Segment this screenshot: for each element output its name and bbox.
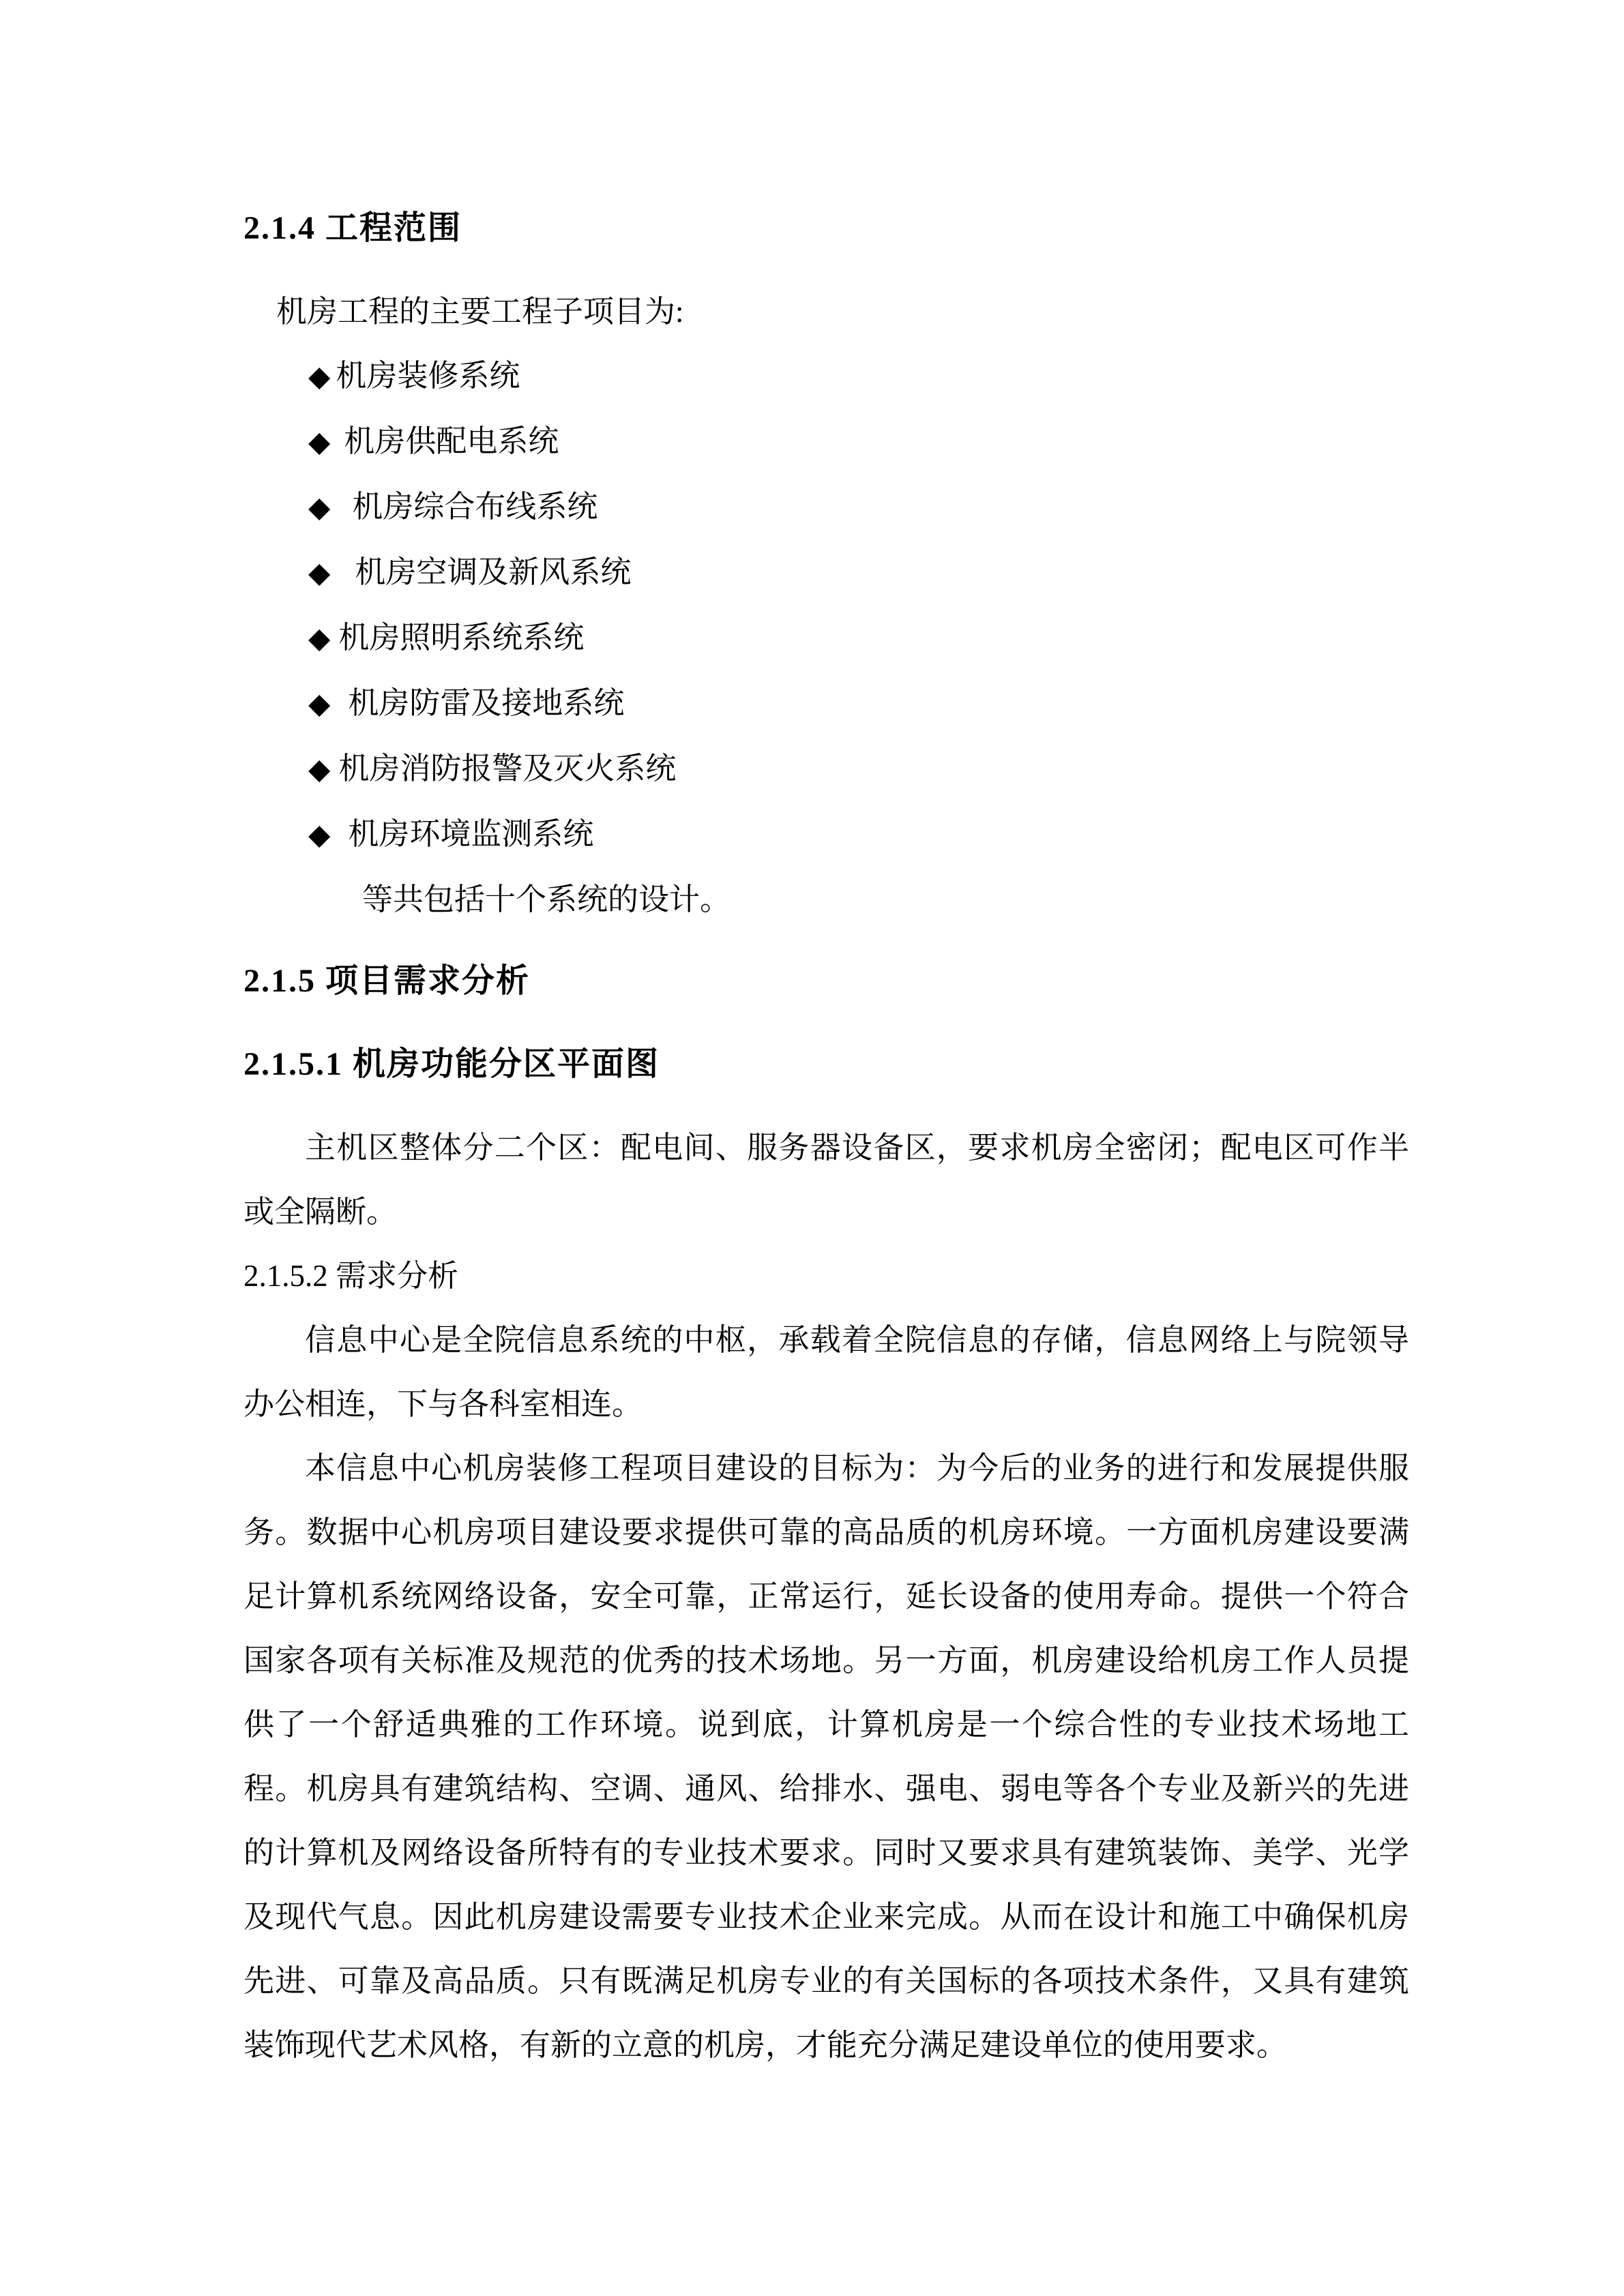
bullet-item (243, 736, 1409, 802)
paragraph-zoning: 主机区整体分二个区：配电间、服务器设备区，要求机房全密闭；配电区可作半或全隔断。 (243, 1131, 1409, 1229)
bullet-item (243, 409, 1409, 475)
bullet-item (243, 802, 1409, 867)
subsystem-bullet-list (243, 344, 1409, 867)
list-intro: 机房工程的主要工程子项目为: (276, 295, 684, 329)
bullet-item (243, 540, 1409, 606)
bullet-item-label: 机房环境监测系统 (348, 817, 594, 851)
diamond-bullet-icon: ◆ (308, 689, 331, 720)
bullet-item (243, 475, 1409, 540)
diamond-bullet-icon: ◆ (308, 754, 331, 786)
paragraph-construction-goal: 本信息中心机房装修工程项目建设的目标为：为今后的业务的进行和发展提供服务。数据中心机房项目建设要求提供可靠的高品质的机房环境。一方面机房建设要满足计算机系统网络设备，安全可靠，正常运行，延长设备的使用寿命。提供一个符合国家各项有关标准及规范的优秀的技术场地。另一方面，机房建设给机房工作人员提供了一个舒适典雅的工作环境。说到底，计算机房是一个综合性的专业技术场地工程。机房具有建筑结构、空调、通风、给排水、强电、弱电等各个专业及新兴的先进的计算机及网络设备所特有的专业技术要求。同时又要求具有建筑装饰、美学、光学及现代气息。因此机房建设需要专业技术企业来完成。从而在设计和施工中确保机房先进、可靠及高品质。只有既满足机房专业的有关国标的各项技术条件，又具有建筑装饰现代艺术风格，有新的立意的机房，才能充分满足建设单位的使用要求。 (243, 1451, 1409, 2062)
diamond-bullet-icon: ◆ (308, 623, 331, 655)
diamond-bullet-icon: ◆ (308, 361, 331, 393)
paragraph-info-center: 信息中心是全院信息系统的中枢，承载着全院信息的存储，信息网络上与院领导办公相连，下与各科室相连。 (243, 1323, 1409, 1421)
bullet-item-label: 机房供配电系统 (344, 424, 559, 458)
bullet-item-label: 机房装修系统 (336, 359, 520, 393)
subsection-heading-2-1-5-2: 2.1.5.2 需求分析 (243, 1259, 459, 1293)
diamond-bullet-icon: ◆ (308, 558, 331, 589)
diamond-bullet-icon: ◆ (308, 820, 331, 851)
section-heading-2-1-5-1: 2.1.5.1 机房功能分区平面图 (243, 1046, 660, 1082)
section-heading-2-1-4: 2.1.4 工程范围 (243, 210, 462, 246)
section-heading-2-1-5: 2.1.5 项目需求分析 (243, 963, 531, 999)
bullet-item (243, 344, 1409, 409)
bullet-item-label: 机房综合布线系统 (352, 490, 598, 524)
bullet-item (243, 606, 1409, 671)
bullet-item (243, 671, 1409, 736)
bullet-item-label: 机房照明系统系统 (338, 621, 585, 655)
bullet-item-label: 机房消防报警及灭火系统 (338, 751, 677, 786)
list-closing: 等共包括十个系统的设计。 (362, 882, 731, 916)
diamond-bullet-icon: ◆ (308, 427, 331, 458)
diamond-bullet-icon: ◆ (308, 492, 331, 524)
bullet-item-label: 机房防雷及接地系统 (348, 686, 625, 720)
bullet-item-label: 机房空调及新风系统 (355, 555, 632, 589)
